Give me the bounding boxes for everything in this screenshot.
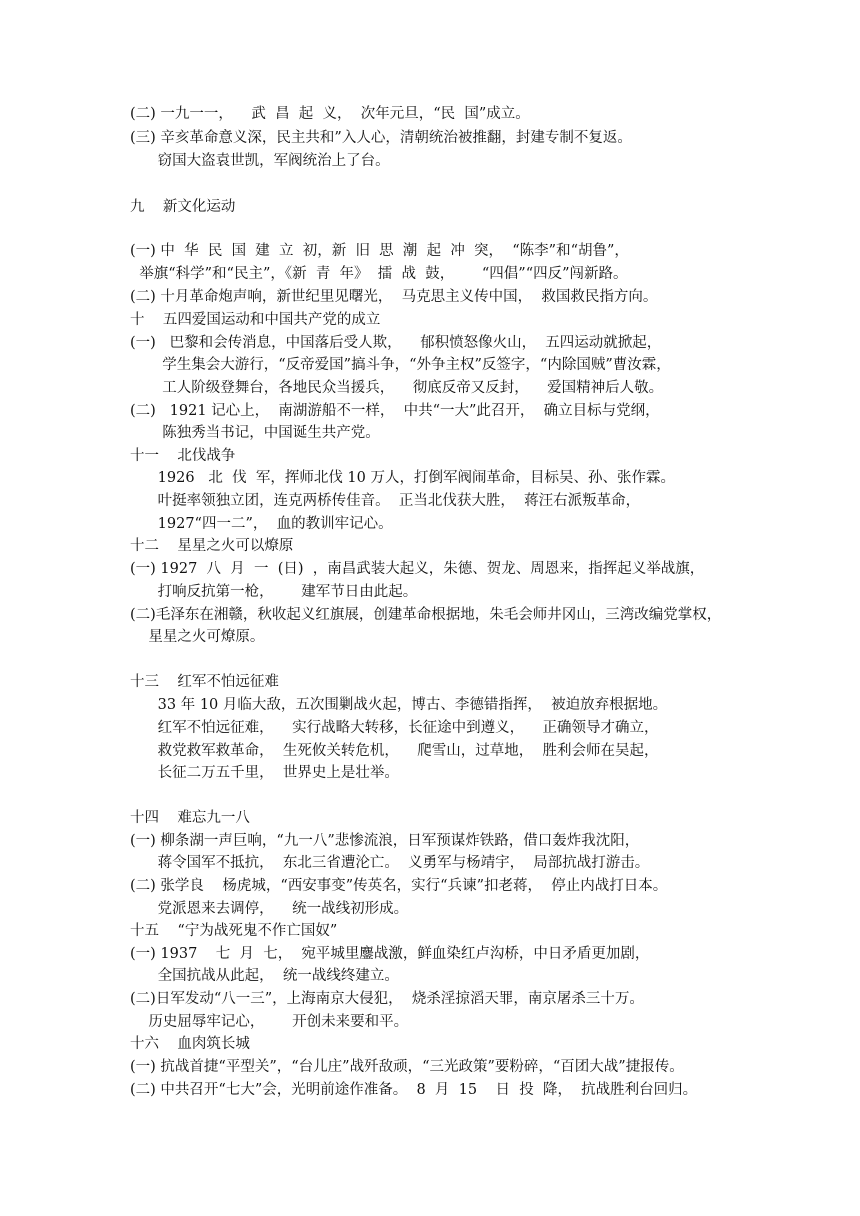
text-line: (一) 巴黎和会传消息，中国落后受人欺， 郁积愤怒像火山， 五四运动就掀起，: [130, 335, 662, 351]
text-line: (二) 十月革命炮声响，新世纪里见曙光， 马克思主义传中国， 救国救民指方向。: [130, 289, 658, 305]
text-line: 举旗“科学”和“民主”，《新 青 年》 擂 战 鼓， “四倡”“四反”闯新路。: [130, 266, 628, 282]
text-line: 打响反抗第一枪， 建军节日由此起。: [130, 584, 418, 600]
text-line: 党派恩来去调停， 统一战线初形成。: [130, 901, 409, 917]
section-heading: 十 五四爱国运动和中国共产党的成立: [130, 312, 381, 328]
text-line: 救党救军救革命， 生死攸关转危机， 爬雪山，过草地， 胜利会师在吴起，: [130, 743, 659, 759]
text-line: (一) 柳条湖一声巨响，“九一八”悲惨流浪，日军预谋炸铁路，借口轰炸我沈阳，: [130, 833, 640, 849]
text-line: 工人阶级登舞台，各地民众当援兵， 彻底反帝又反封， 爱国精神后人敬。: [130, 380, 664, 396]
section-heading: 十五 “宁为战死鬼不作亡国奴”: [130, 923, 338, 939]
text-line: 长征二万五千里， 世界史上是壮举。: [130, 765, 399, 781]
text-line: 33 年 10 月临大敌，五次围剿战火起，博古、李德错指挥， 被迫放弃根据地。: [130, 697, 668, 713]
text-line: (二) 张学良 杨虎城，“西安事变”传英名，实行“兵谏”扣老蒋， 停止内战打日本。: [130, 878, 668, 894]
section-heading: 十三 红军不怕远征难: [130, 674, 279, 690]
text-line: (一) 1937 七 月 七， 宛平城里鏖战激，鲜血染红卢沟桥，中日矛盾更加剧，: [130, 946, 650, 962]
text-line: 星星之火可燎原。: [130, 629, 265, 645]
text-line: (二) 一九一一， 武 昌 起 义， 次年元旦，“民 国”成立。: [130, 106, 530, 122]
section-heading: 十四 难忘九一八: [130, 810, 250, 826]
section-heading: 十六 血肉筑长城: [130, 1036, 250, 1052]
text-line: (二) 1921 记心上， 南湖游船不一样， 中共“一大”此召开， 确立目标与党纲，: [130, 403, 660, 419]
text-line: (一) 抗战首捷“平型关”，“台儿庄”战歼敌顽，“三光政策”要粉碎，“百团大战”捷报传。: [130, 1059, 684, 1075]
text-line: 叶挺率领独立团，连克两桥传佳音。 正当北伐获大胜， 蒋汪右派叛革命，: [130, 493, 641, 509]
text-line: 学生集会大游行，“反帝爱国”搞斗争，“外争主权”反签字，“内除国贼”曹汝霖，: [130, 357, 671, 373]
text-line: (二) 中共召开“七大”会，光明前途作准备。 8 月 15 日 投 降， 抗战胜利台回归。: [130, 1082, 698, 1098]
text-line: 窃国大盗袁世凯，军阀统治上了台。: [130, 153, 390, 169]
section-heading: 九 新文化运动: [130, 199, 236, 215]
text-line: (三) 辛亥革命意义深，民主共和”入人心，清朝统治被推翻，封建专制不复返。: [130, 130, 632, 146]
text-line: 1927“四一二”， 血的教训牢记心。: [130, 516, 393, 532]
text-line: 红军不怕远征难， 实行战略大转移，长征途中到遵义， 正确领导才确立，: [130, 720, 659, 736]
text-line: 蒋令国军不抵抗， 东北三省遭沦亡。 义勇军与杨靖宇， 局部抗战打游击。: [130, 855, 650, 871]
text-line: 1926 北 伐 军，挥师北伐 10 万人，打倒军阀闹革命，目标吴、孙、张作霖。: [130, 470, 675, 486]
text-line: 陈独秀当书记，中国诞生共产党。: [130, 425, 380, 441]
section-heading: 十二 星星之火可以燎原: [130, 538, 294, 554]
text-line: 历史屈辱牢记心， 开创未来要和平。: [130, 1014, 409, 1030]
text-line: (二)日军发动“八一三”，上海南京大侵犯， 烧杀淫掠滔天罪，南京屠杀三十万。: [130, 991, 644, 1007]
text-line: 全国抗战从此起， 统一战线终建立。: [130, 968, 399, 984]
text-line: (一) 1927 八 月 一 (日) ，南昌武装大起义，朱德、贺龙、周恩来，指挥起义举战旗，: [130, 561, 705, 577]
section-heading: 十一 北伐战争: [130, 448, 236, 464]
text-line: (二)毛泽东在湘赣，秋收起义红旗展，创建革命根据地，朱毛会师井冈山，三湾改编党掌权，: [130, 607, 722, 623]
text-line: (一) 中 华 民 国 建 立 初，新 旧 思 潮 起 冲 突， “陈李”和“胡鲁”，: [130, 243, 629, 259]
